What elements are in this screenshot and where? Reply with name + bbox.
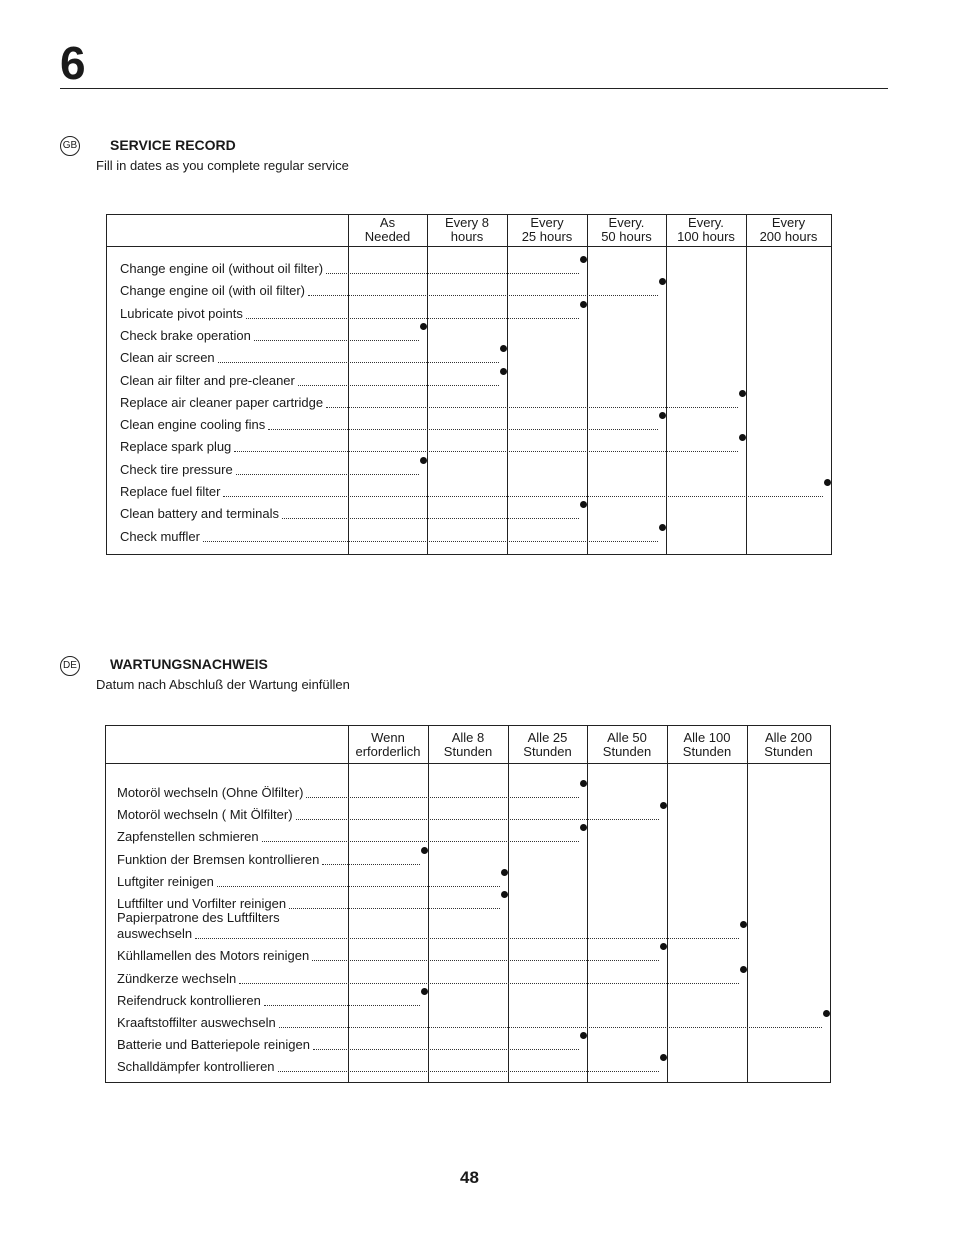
column-header-line1: Every.: [608, 215, 645, 230]
dot-leader: [298, 385, 499, 386]
task-label: Check muffler: [120, 528, 200, 544]
task-label: Motoröl wechseln ( Mit Ölfilter): [117, 807, 293, 823]
column-header-line1: Every 8: [444, 215, 490, 230]
column-header: [667, 731, 747, 759]
column-header-line2: Stunden: [523, 744, 572, 759]
column-header-line2: 100 hours: [677, 229, 735, 244]
column-header-line2: Needed: [364, 229, 411, 244]
task-label: Motoröl wechseln (Ohne Ölfilter): [117, 785, 304, 800]
task-label: Zapfenstellen schmieren: [117, 829, 259, 845]
task-label: Check tire pressure: [120, 461, 233, 477]
task-label: Clean air screen: [120, 350, 215, 366]
interval-marker: [421, 847, 428, 854]
task-label: Zündkerze wechseln: [117, 970, 237, 986]
column-header-line1: Alle 100: [683, 730, 731, 745]
interval-marker: [659, 412, 666, 419]
task-label: Luftgiter reinigen: [117, 873, 214, 889]
interval-marker: [739, 390, 746, 397]
column-header: [587, 216, 666, 244]
column-header: [348, 731, 428, 759]
column-header-line1: Every: [530, 215, 564, 230]
column-header-line2: Stunden: [682, 744, 732, 759]
task-label: Replace air cleaner paper cartridge: [120, 394, 324, 410]
interval-marker: [580, 780, 587, 787]
column-header-line2: Stunden: [602, 744, 652, 759]
dot-leader: [234, 451, 738, 452]
task-label: Replace fuel filter: [120, 484, 221, 499]
interval-marker: [660, 943, 667, 950]
interval-marker: [420, 323, 427, 330]
interval-marker: [580, 301, 587, 308]
column-header-line1: Alle 8: [451, 730, 485, 745]
task-label: Funktion der Bremsen kontrollieren: [117, 851, 320, 867]
dot-leader: [268, 429, 658, 430]
interval-marker: [659, 278, 666, 285]
column-divider: [747, 726, 748, 1082]
column-divider: [428, 726, 429, 1082]
task-label: Reifendruck kontrollieren: [117, 992, 261, 1008]
task-label: Replace spark plug: [120, 439, 232, 455]
dot-leader: [223, 496, 823, 497]
column-divider: [666, 215, 667, 554]
column-divider: [587, 726, 588, 1082]
interval-marker: [740, 921, 747, 928]
interval-marker: [659, 524, 666, 531]
interval-marker: [740, 966, 747, 973]
dot-leader: [254, 340, 419, 341]
column-header-line1: Alle 50: [607, 730, 647, 745]
interval-marker: [500, 368, 507, 375]
column-header-line2: 50 hours: [601, 229, 652, 244]
column-header: [747, 731, 830, 759]
wartungsnachweis-table: [105, 725, 831, 1083]
task-label: Kühllamellen des Motors reinigen: [117, 948, 310, 964]
dot-leader: [203, 541, 658, 542]
task-label: Luftfilter und Vorfilter reinigen: [117, 896, 287, 911]
column-divider: [746, 215, 747, 554]
column-header: [508, 731, 587, 759]
column-header-line2: Stunden: [764, 744, 813, 759]
interval-marker: [739, 434, 746, 441]
service-record-table: [106, 214, 832, 555]
section-title-gb: SERVICE RECORD: [110, 137, 236, 153]
dot-leader: [326, 407, 738, 408]
column-divider: [508, 726, 509, 1082]
interval-marker: [660, 802, 667, 809]
dot-leader: [289, 908, 500, 909]
interval-marker: [420, 457, 427, 464]
section-subtitle-gb: Fill in dates as you complete regular service: [96, 158, 349, 173]
task-label: Lubricate pivot points: [120, 305, 243, 321]
dot-leader: [296, 819, 659, 820]
column-divider: [587, 215, 588, 554]
column-header-line1: As: [379, 215, 396, 230]
task-label: Schalldämpfer kontrollieren: [117, 1059, 275, 1075]
dot-leader: [239, 983, 739, 984]
section-subtitle-de: Datum nach Abschluß der Wartung einfüllen: [96, 677, 350, 692]
column-header-line2: erforderlich: [355, 744, 421, 759]
interval-marker: [580, 501, 587, 508]
interval-marker: [421, 988, 428, 995]
task-label: Change engine oil (with oil filter): [120, 283, 305, 299]
task-label-line2: auswechseln: [117, 926, 193, 942]
dot-leader: [279, 1027, 822, 1028]
column-header-line2: Stunden: [443, 744, 493, 759]
interval-marker: [823, 1010, 830, 1017]
dot-leader: [218, 362, 499, 363]
column-header-line2: 25 hours: [521, 229, 573, 244]
header-rule: [60, 88, 888, 89]
column-header-line1: Alle 200: [765, 730, 812, 745]
column-header: [348, 216, 427, 244]
interval-marker: [580, 1032, 587, 1039]
column-header: [428, 731, 508, 759]
dot-leader: [322, 864, 420, 865]
column-header: [507, 216, 587, 244]
dot-leader: [195, 938, 739, 939]
header-divider: [107, 246, 831, 247]
dot-leader: [313, 1049, 579, 1050]
column-header-line1: Alle 25: [527, 730, 568, 745]
column-divider: [348, 726, 349, 1082]
column-header-line2: 200 hours: [759, 229, 818, 244]
column-header: [587, 731, 667, 759]
column-header-line1: Wenn: [371, 730, 405, 745]
dot-leader: [217, 886, 500, 887]
task-label: Kraaftstoffilter auswechseln: [117, 1015, 276, 1030]
column-header: [427, 216, 507, 244]
interval-marker: [660, 1054, 667, 1061]
language-badge-de: DE: [60, 656, 80, 676]
task-label: Papierpatrone des Luftfilters: [117, 910, 280, 926]
dot-leader: [282, 518, 579, 519]
dot-leader: [306, 797, 579, 798]
column-header-line2: hours: [450, 229, 484, 244]
dot-leader: [326, 273, 579, 274]
interval-marker: [501, 869, 508, 876]
chapter-number: 6: [60, 37, 86, 89]
language-badge-gb: GB: [60, 136, 80, 156]
interval-marker: [580, 256, 587, 263]
task-label: Check brake operation: [120, 327, 251, 343]
section-title-de: WARTUNGSNACHWEIS: [110, 656, 268, 672]
task-label: Clean battery and terminals: [120, 506, 279, 522]
interval-marker: [501, 891, 508, 898]
dot-leader: [312, 960, 659, 961]
page-number: 48: [460, 1168, 479, 1187]
dot-leader: [236, 474, 419, 475]
column-header: [746, 216, 831, 244]
column-divider: [667, 726, 668, 1082]
dot-leader: [262, 841, 579, 842]
column-header-line1: Every: [771, 215, 806, 230]
interval-marker: [580, 824, 587, 831]
dot-leader: [246, 318, 579, 319]
interval-marker: [824, 479, 831, 486]
header-divider: [106, 763, 830, 764]
task-label: Clean engine cooling fins: [120, 417, 266, 433]
task-label: Clean air filter and pre-cleaner: [120, 372, 295, 388]
task-label: Change engine oil (without oil filter): [120, 261, 324, 276]
column-divider: [507, 215, 508, 554]
dot-leader: [264, 1005, 420, 1006]
dot-leader: [308, 295, 658, 296]
task-label: Batterie und Batteriepole reinigen: [117, 1037, 310, 1053]
column-header: [666, 216, 746, 244]
dot-leader: [278, 1071, 659, 1072]
column-header-line1: Every.: [688, 215, 724, 230]
interval-marker: [500, 345, 507, 352]
